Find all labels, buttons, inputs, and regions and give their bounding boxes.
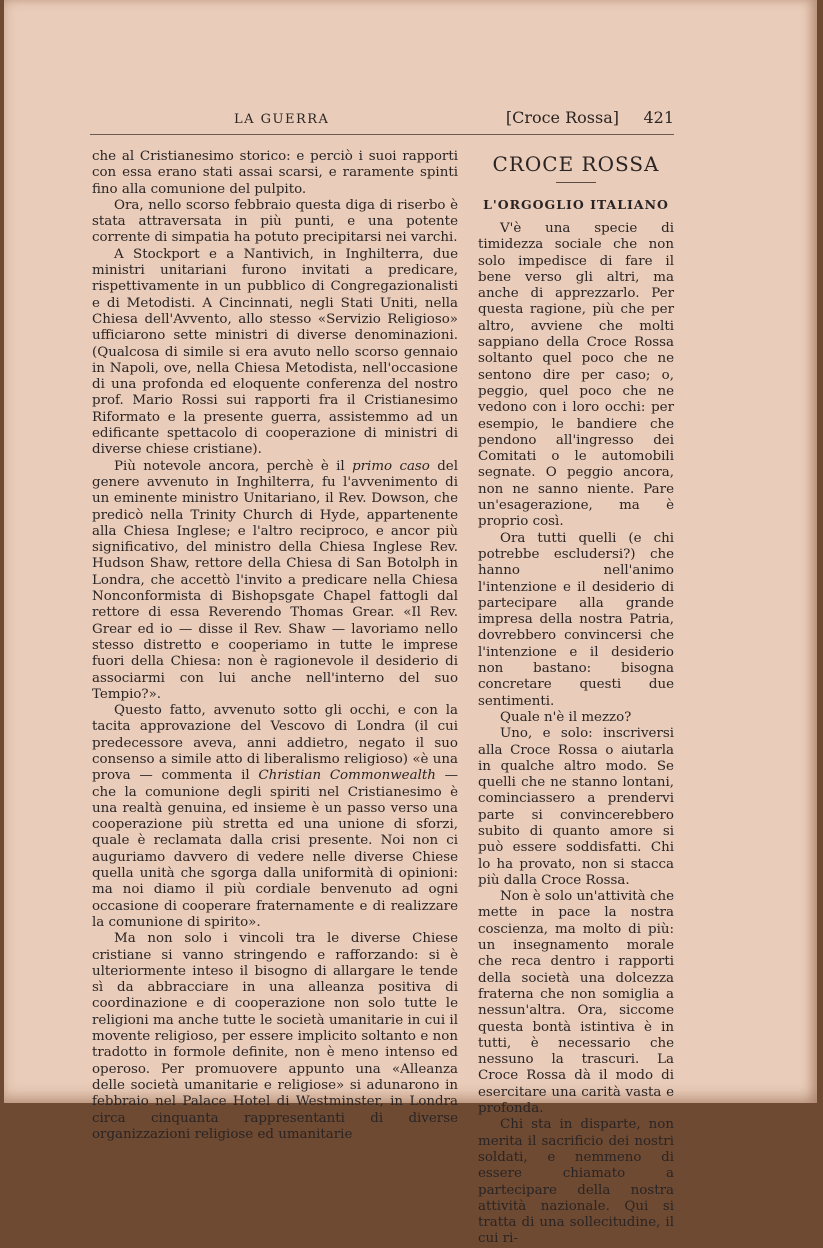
section-title: CROCE ROSSA: [492, 152, 660, 176]
paragraph: A Stockport e a Nantivich, in Inghilterra, due ministri unitariani furono invitati a predicare, rispettivamente in un pubblico di Congregazionalisti e di Metodisti. A Cincinnati, negli Stati Uniti, nella Chiesa dell'Avvento, allo stesso «Servizio Religioso» ufficiarono sette ministri di diverse denominazioni. (Qualcosa di simile si era avuto nello scorso gennaio in Napoli, ove, nella Chiesa Metodista, nell'occasione di una profonda ed eloquente conferenza del nostro prof. Mario Rossi sui rapporti fra il Cristianesimo Riformato e la presente guerra, assistemmo ad un edificante spettacolo di cooperazione di ministri di diverse chiese cristiane).: [92, 246, 458, 458]
running-title: LA GUERRA: [234, 112, 330, 127]
paragraph: Uno, e solo: inscriversi alla Croce Rossa o aiutarla in qualche altro modo. Se quelli che ne stanno lontani, cominciassero a prendervi parte si convincerebbero subito di quanto amore si può essere soddisfatti. Chi lo ha provato, non si stacca più dalla Croce Rossa.: [478, 726, 674, 888]
section-label: [Croce Rossa]: [505, 108, 619, 127]
left-column: [92, 149, 458, 1143]
paragraph: Chi sta in disparte, non merita il sacrificio dei nostri soldati, e nemmeno di essere chiamato a partecipare della nostra attività nazionale. Qui si tratta di una sollecitudine, il cui ri-: [478, 1117, 674, 1247]
page-number: 421: [643, 108, 674, 127]
paragraph: Questo fatto, avvenuto sotto gli occhi, e con la tacita approvazione del Vescovo di Londra (il cui predecessore aveva, anni addietro, negato il suo consenso a simile atto di liberalismo religioso) «è una prova — commenta il Christian Commonwealth — che la comunione degli spiriti nel Cristianesimo è una realtà genuina, ed insieme è un passo verso una cooperazione più stretta ed una unione di sforzi, quale è reclamata dalla crisi presente. Noi non ci auguriamo davvero di vedere nelle diverse Chiese quella unità che sgorga dalla uniformità di opinioni: ma noi diamo il più cordiale benvenuto ad ogni occasione di cooperare fraternamente e di realizzare la comunione di spirito».: [92, 703, 458, 930]
paragraph: V'è una specie di timidezza sociale che non solo impedisce di fare il bene verso gli altri, ma anche di apprezzarlo. Per questa ragione, più che per altro, avviene che molti sappiano della Croce Rossa soltanto quel poco che ne sentono dire per caso; o, peggio, quel poco che ne vedono con i loro occhi: per esempio, le bandiere che pendono all'ingresso dei Comitati o le automobili segnate. O peggio ancora, non ne sanno niente. Pare un'esagerazione, ma è proprio così.: [478, 221, 674, 530]
title-rule: [556, 182, 596, 183]
page-header: [90, 104, 674, 132]
paragraph: Ora, nello scorso febbraio questa diga di riserbo è stata attraversata in più punti, e una potente corrente di simpatia ha potuto precipitarsi nei varchi.: [92, 197, 458, 246]
right-column: [478, 221, 674, 1248]
paragraph: Ora tutti quelli (e chi potrebbe escludersi?) che hanno nell'animo l'intenzione e il desiderio di partecipare alla grande impresa della nostra Patria, dovrebbero convincersi che l'intenzione e il desiderio non bastano: bisogna concretare questi due sentimenti.: [478, 530, 674, 709]
book-page: [4, 0, 817, 1247]
paragraph: Più notevole ancora, perchè è il primo caso del genere avvenuto in Inghilterra, fu l'avvenimento di un eminente ministro Unitariano, il Rev. Dowson, che predicò nella Trinity Church di Hyde, appartenente alla Chiesa Inglese; e l'altro reciproco, e ancor più significativo, del ministro della Chiesa Inglese Rev. Hudson Shaw, rettore della Chiesa di San Botolph in Londra, che accettò l'invito a predicare nella Chiesa Nonconformista di Bishopsgate Chapel fattogli dal rettore di essa Reverendo Thomas Grear. «Il Rev. Grear ed io — disse il Rev. Shaw — lavoriamo nello stesso distretto e cooperiamo in tutte le imprese fuori della Chiesa: non è ragionevole il desiderio di associarmi con lui anche nell'interno del suo Tempio?».: [92, 458, 458, 702]
paragraph: Quale n'è il mezzo?: [500, 709, 632, 725]
paragraph: Ma non solo i vincoli tra le diverse Chiese cristiane si vanno stringendo e rafforzando: si è ulteriormente inteso il bisogno di allargare le tende sì da abbracciare in una alleanza positiva di coordinazione e di cooperazione non solo tutte le religioni ma anche tutte le società umanitarie in cui il movente religioso, per essere implicito soltanto e non tradotto in formole definite, non è meno intenso ed operoso. Per promuovere appunto una «Alleanza delle società umanitarie e religiose» si adunarono in febbraio nel Palace Hotel di Westminster, in Londra circa cinquanta rappresentanti di diverse organizzazioni religiose ed umanitarie: [92, 931, 458, 1142]
header-rule: [90, 134, 674, 135]
paragraph: che al Cristianesimo storico: e perciò i suoi rapporti con essa erano stati assai scarsi, e raramente spinti fino alla comunione del pulpito.: [92, 149, 458, 197]
paragraph: Non è solo un'attività che mette in pace la nostra coscienza, ma molto di più: un insegnamento morale che reca dentro i rapporti della società una dolcezza fraterna che non somiglia a nessun'altra. Ora, siccome questa bontà istintiva è in tutti, è necessario che nessuno la trascuri. La Croce Rossa dà il modo di esercitare una carità vasta e profonda.: [478, 889, 674, 1117]
article-title: L'ORGOGLIO ITALIANO: [483, 197, 669, 212]
